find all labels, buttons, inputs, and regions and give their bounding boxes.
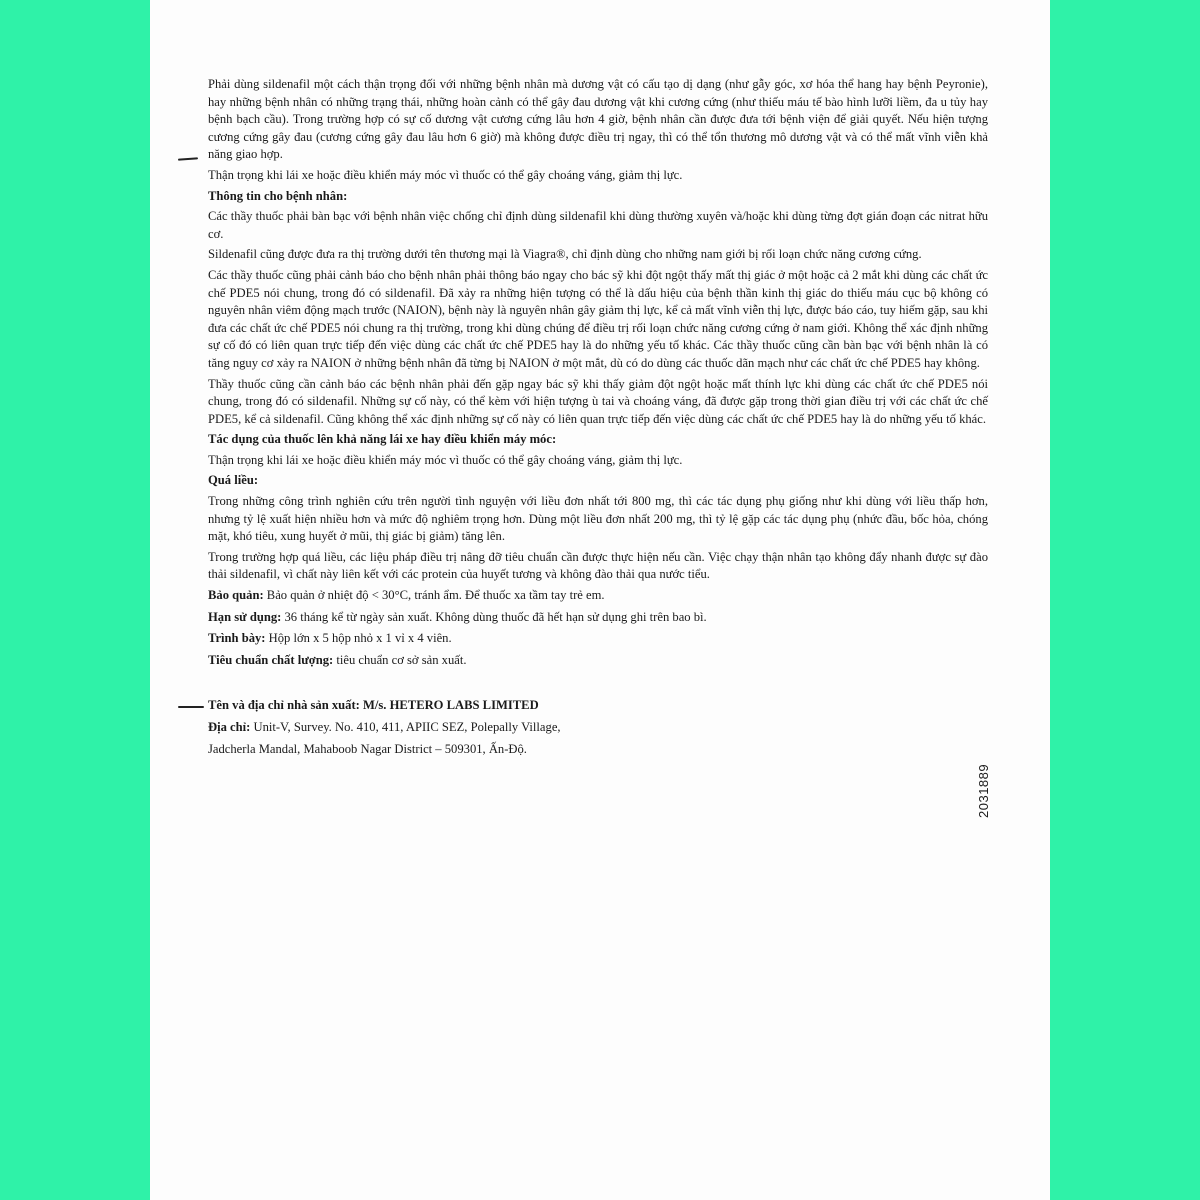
expiry-value: 36 tháng kể từ ngày sản xuất. Không dùng thuốc đã hết hạn sử dụng ghi trên bao bì. bbox=[281, 609, 707, 624]
presentation-line bbox=[208, 630, 988, 648]
paragraph-overdose-studies: Trong những công trình nghiên cứu trên người tình nguyện với liều đơn nhất tới 800 mg, thì các tác dụng phụ giống như khi dùng với liều thấp hơn, nhưng tỷ lệ xuất hiện nhiều hơn và mức độ nghiêm trọng hơn. Dùng một liều đơn nhất 200 mg, thì tỷ lệ gặp các tác dụng phụ (nhức đầu, bốc hỏa, chóng mặt, khó tiêu, xung huyết ở mũi, thị giác bị giảm) tăng lên. bbox=[208, 494, 988, 544]
paragraph-driving-caution: Thận trọng khi lái xe hoặc điều khiển máy móc vì thuốc có thể gây choáng váng, giảm thị lực. bbox=[208, 167, 683, 182]
paragraph-peyronie-caution: Phải dùng sildenafil một cách thận trọng đối với những bệnh nhân mà dương vật có cấu tạo dị dạng (như gẫy góc, xơ hóa thể hang hay bệnh Peyronie), hay những bệnh nhân có những trạng thái, những hoàn cảnh có thể gây đau dương vật khi cương cứng (như thiếu máu tế bào hình lưỡi liềm, đa u tủy hay bệnh bạch cầu). Trong trường hợp có sự cố dương vật cương cứng lâu hơn 4 giờ, bệnh nhân cần được đưa tới bệnh viện để giải quyết. Nếu hiện tượng cương cứng gây đau (cương cứng gây đau lâu hơn 6 giờ) mà không được điều trị ngay, thì có thể tổn thương mô dương vật và có thể mất vĩnh viễn khả năng giao hợp. bbox=[208, 77, 988, 162]
side-code: 2031889 bbox=[976, 763, 991, 818]
quality-standard-value: tiêu chuẩn cơ sở sản xuất. bbox=[333, 652, 467, 667]
address-label: Địa chỉ: bbox=[208, 720, 251, 734]
manufacturer-address-line2: Jadcherla Mandal, Mahaboob Nagar District – 509301, Ấn-Độ. bbox=[208, 741, 527, 756]
margin-pen-mark bbox=[178, 157, 198, 160]
paragraph-naion-warning: Các thầy thuốc cũng phải cảnh báo cho bệnh nhân phải thông báo ngay cho bác sỹ khi đột ngột thấy mất thị giác ở một hoặc cả 2 mắt khi dùng các chất ức chế PDE5 nói chung, trong đó có sildenafil. Đã xảy ra những hiện tượng có thể là dấu hiệu của bệnh thần kinh thị giác do thiếu máu cục bộ không có nguyên nhân viêm động mạch trước (NAION), bệnh này là nguyên nhân gây giảm thị lực, kể cả mất vĩnh viễn thị lực, được báo cáo, tuy hiếm gặp, sau khi đưa các chất ức chế PDE5 nói chung ra thị trường, trong khi dùng chúng để điều trị rối loạn chức năng cương cứng ở nam giới. Không thể xác định những sự cố đó có liên quan trực tiếp đến việc dùng các chất ức chế PDE5 hay là do những yếu tố khác. Các thầy thuốc cũng cần bàn bạc với bệnh nhân là có tăng nguy cơ xảy ra NAION ở những bệnh nhân đã từng bị NAION ở một mắt, dù có do dùng các thuốc dãn mạch như các chất ức chế PDE5 hay không. bbox=[208, 267, 988, 370]
paragraph-nitrate-contraindication: Các thầy thuốc phải bàn bạc với bệnh nhân việc chống chỉ định dùng sildenafil khi dùng thường xuyên và/hoặc khi dùng từng đợt gián đoạn các nitrat hữu cơ. bbox=[208, 209, 988, 241]
paragraph-viagra: Sildenafil cũng được đưa ra thị trường dưới tên thương mại là Viagra®, chỉ định dùng cho những nam giới bị rối loạn chức năng cương cứng. bbox=[208, 247, 922, 262]
margin-pen-mark bbox=[178, 706, 204, 708]
paragraph-driving-effects: Thận trọng khi lái xe hoặc điều khiển máy móc vì thuốc có thể gây choáng váng, giảm thị lực. bbox=[208, 452, 683, 467]
paragraph-overdose-treatment: Trong trường hợp quá liều, các liệu pháp điều trị nâng đỡ tiêu chuẩn cần được thực hiện nếu cần. Việc chạy thận nhân tạo không đẩy nhanh được sự đào thải sildenafil, vì chất này liên kết với các protein của huyết tương và không đào thải qua nước tiểu. bbox=[208, 549, 988, 582]
heading-overdose: Quá liều: bbox=[208, 473, 259, 488]
expiry-label: Hạn sử dụng: bbox=[208, 609, 282, 624]
storage-value: Bảo quản ở nhiệt độ < 30°C, tránh ẩm. Để thuốc xa tầm tay trẻ em. bbox=[263, 588, 605, 603]
presentation-label: Trình bày: bbox=[208, 631, 266, 646]
manufacturer-address-line1: Địa chỉ: Unit-V, Survey. No. 410, 411, APIIC SEZ, Polepally Village, bbox=[208, 720, 561, 734]
quality-standard-line bbox=[208, 652, 988, 670]
expiry-line bbox=[208, 609, 988, 627]
presentation-value: Hộp lớn x 5 hộp nhỏ x 1 vỉ x 4 viên. bbox=[265, 631, 452, 646]
heading-driving-effects: Tác dụng của thuốc lên khả năng lái xe hay điều khiển máy móc: bbox=[208, 432, 557, 447]
heading-patient-info: Thông tin cho bệnh nhân: bbox=[208, 188, 348, 203]
manufacturer-name: Tên và địa chỉ nhà sản xuất: M/s. HETERO LABS LIMITED bbox=[208, 698, 539, 713]
manufacturer-block bbox=[208, 697, 988, 758]
paragraph-hearing-warning: Thầy thuốc cũng cần cảnh báo các bệnh nhân phải đến gặp ngay bác sỹ khi thấy giảm đột ngột hoặc mất thính lực khi dùng các chất ức chế PDE5 nói chung, trong đó có sildenafil. Những sự cố này, có thể kèm với hiện tượng ù tai và choáng váng, đã được gặp trong thời gian điều trị với các chất ức chế PDE5, kể cả sildenafil. Cũng không thể xác định những sự cố này có liên quan trực tiếp đến việc dùng các chất ức chế PDE5 hay là do những yếu tố khác. bbox=[208, 376, 988, 426]
quality-standard-label: Tiêu chuẩn chất lượng: bbox=[208, 652, 334, 667]
document-body bbox=[208, 76, 988, 762]
storage-label: Bảo quản: bbox=[208, 588, 264, 603]
storage-line bbox=[208, 587, 988, 605]
document-page bbox=[150, 0, 1050, 1200]
